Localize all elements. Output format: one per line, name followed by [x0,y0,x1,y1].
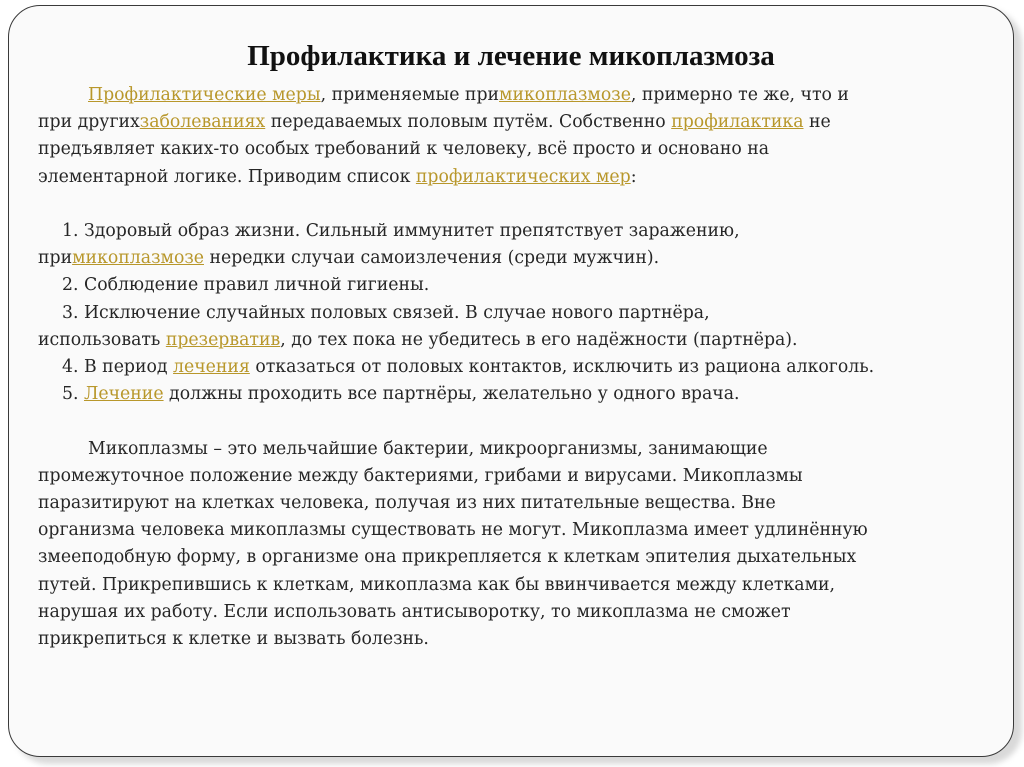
intro-line-4: элементарной логике. Приводим список профилактических мер: [38,166,637,187]
spacer [38,408,988,435]
para2-line-3: паразитируют на клетках человека, получая из них питательные вещества. Вне [38,493,776,514]
slide-body [38,82,988,653]
link-mycoplasmosis[interactable]: микоплазмозе [499,85,631,105]
link-preventive-measures-list[interactable]: профилактических мер [415,166,631,187]
para2-line-7: нарушая их работу. Если использовать антисыворотку, то микоплазма не сможет [38,601,791,622]
intro-line-3: предъявляет каких-то особых требований к человеку, всё просто и основано на [38,139,770,160]
para2-line-2: промежуточное положение между бактериями, грибами и вирусами. Микоплазмы [38,465,803,486]
intro-line-1: Профилактические меры, применяемые примикоплазмозе, примерно те же, что и [88,85,849,105]
link-diseases[interactable]: заболеваниях [139,112,266,133]
link-mycoplasmosis-2[interactable]: микоплазмозе [72,248,204,269]
link-preventive-measures[interactable]: Профилактические меры [88,85,321,105]
slide-title: Профилактика и лечение микоплазмоза [247,40,775,72]
para2-line-8: прикрепиться к клетке и вызвать болезнь. [38,629,429,650]
link-prevention[interactable]: профилактика [671,112,804,133]
list-item-5: 5. Лечение должны проходить все партнёры, желательно у одного врача. [62,384,740,405]
list-item-1-continued: примикоплазмозе нередки случаи самоизлечения (среди мужчин). [38,248,660,269]
para2-line-1: Микоплазмы – это мельчайшие бактерии, микроорганизмы, занимающие [88,438,768,459]
list-item-1: 1. Здоровый образ жизни. Сильный иммунитет препятствует заражению, [62,221,740,241]
link-treatment[interactable]: лечения [173,357,250,378]
para2-line-4: организма человека микоплазмы существовать не могут. Микоплазма имеет удлинённую [38,520,868,541]
para2-line-5: змееподобную форму, в организме она прикрепляется к клеткам эпителия дыхательных [38,547,857,568]
link-condom[interactable]: презерватив [165,329,281,350]
intro-line-2: при другихзаболеваниях передаваемых половым путём. Собственно профилактика не [38,112,831,133]
para2-line-6: путей. Прикрепившись к клеткам, микоплазма как бы ввинчивается между клетками, [38,574,836,595]
list-item-3: 3. Исключение случайных половых связей. В случае нового партнёра, [62,302,710,323]
list-item-2: 2. Соблюдение правил личной гигиены. [62,275,430,296]
list-item-4: 4. В период лечения отказаться от половых контактов, исключить из рациона алкоголь. [62,357,875,378]
link-treatment-2[interactable]: Лечение [83,384,164,405]
spacer [38,191,988,218]
list-item-3-continued: использовать презерватив, до тех пока не убедитесь в его надёжности (партнёра). [38,329,798,350]
